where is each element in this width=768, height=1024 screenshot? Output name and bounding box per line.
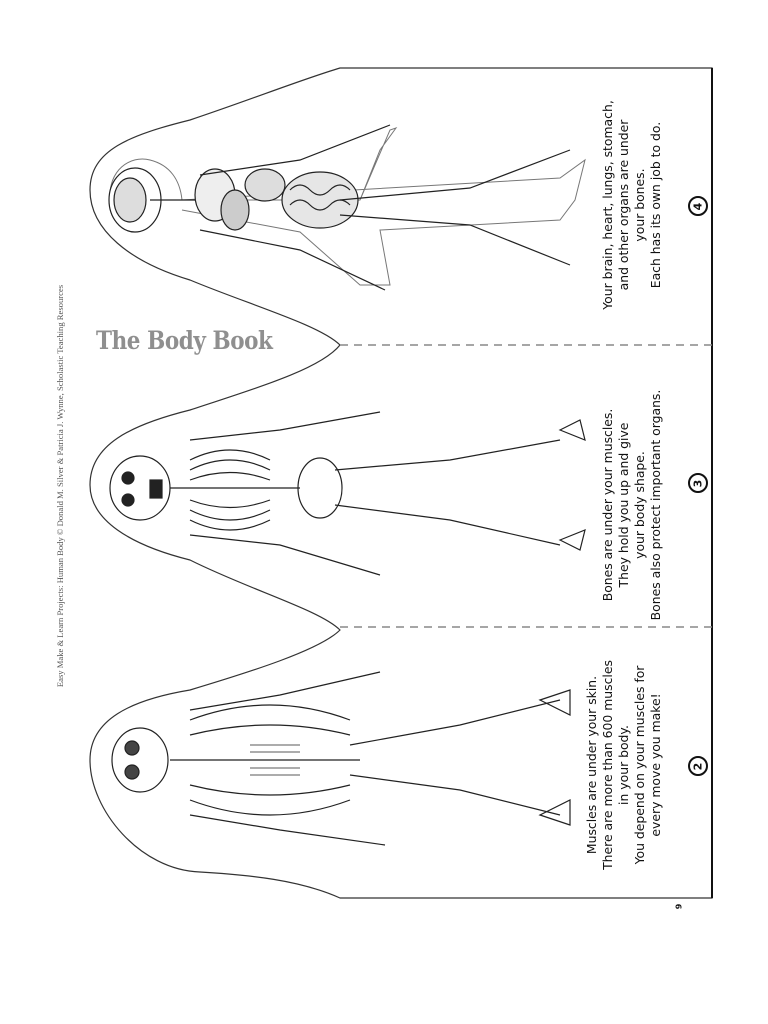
caption-line: your bones. — [632, 168, 647, 242]
caption-line: They hold you up and give — [616, 422, 631, 588]
organs-figure — [109, 125, 570, 290]
skeleton-figure — [110, 412, 585, 575]
book-title: The Body Book — [96, 326, 273, 355]
caption-line: There are more than 600 muscles — [600, 660, 615, 870]
caption-line: Your brain, heart, lungs, stomach, — [600, 100, 615, 310]
caption-line: You depend on your muscles for — [632, 665, 647, 865]
page-number-badge: 4 — [688, 196, 708, 216]
page-number-badge: 3 — [688, 473, 708, 493]
muscle-figure — [112, 672, 570, 845]
page-footer-number: 9 — [674, 903, 684, 910]
caption-line: in your body. — [616, 725, 631, 805]
caption-line: your body shape. — [632, 451, 647, 559]
caption-line: every move you make! — [648, 693, 663, 837]
caption-line: and other organs are under — [616, 119, 631, 291]
caption-line: Each has its own job to do. — [648, 121, 663, 289]
page-number-badge: 2 — [688, 756, 708, 776]
caption-line: Muscles are under your skin. — [584, 675, 599, 855]
caption-line: Bones are under your muscles. — [600, 408, 615, 602]
book-title-wrap — [96, 326, 301, 355]
caption-line: Bones also protect important organs. — [648, 389, 663, 621]
